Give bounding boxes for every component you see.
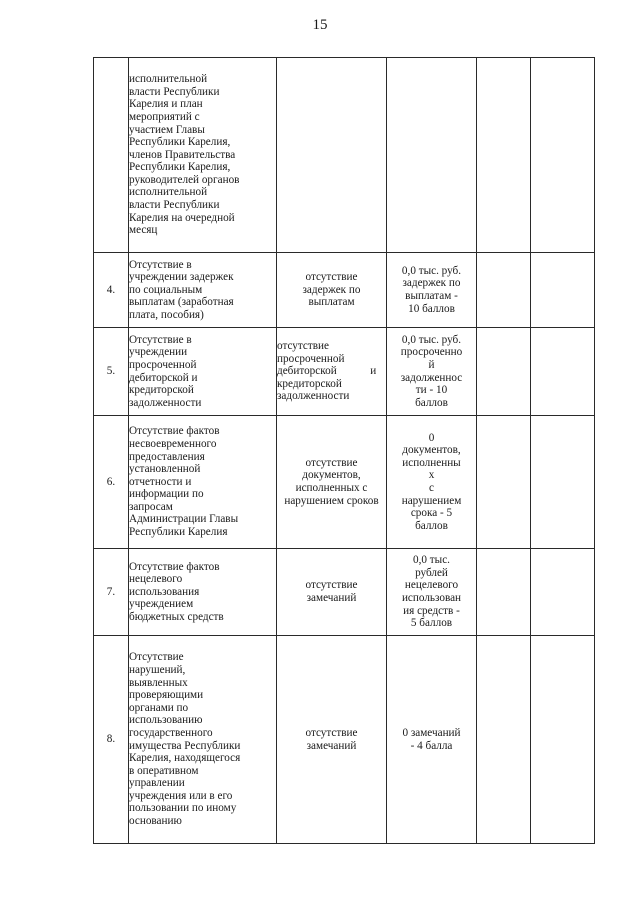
value-text: 0 замечаний - 4 балла xyxy=(387,636,477,844)
indicator-text: отсутствие документов, исполненных с нарушением сроков xyxy=(277,416,387,549)
indicator-text: отсутствие задержек по выплатам xyxy=(277,253,387,328)
row-number: 4. xyxy=(94,253,129,328)
criterion-text: Отсутствие фактов нецелевого использования учреждением бюджетных средств xyxy=(129,549,277,636)
row-number xyxy=(94,58,129,253)
empty-cell xyxy=(531,253,595,328)
empty-cell xyxy=(531,58,595,253)
row-number: 8. xyxy=(94,636,129,844)
empty-cell xyxy=(477,58,531,253)
criterion-text: Отсутствие в учреждении задержек по социальным выплатам (заработная плата, пособия) xyxy=(129,253,277,328)
empty-cell xyxy=(531,328,595,416)
value-text: 0,0 тыс. руб. просроченно й задолженнос ти - 10 баллов xyxy=(387,328,477,416)
indicator-text: отсутствие замечаний xyxy=(277,549,387,636)
table-row xyxy=(94,636,595,844)
empty-cell xyxy=(477,328,531,416)
empty-cell xyxy=(531,416,595,549)
table-row xyxy=(94,549,595,636)
empty-cell xyxy=(531,549,595,636)
row-number: 7. xyxy=(94,549,129,636)
value-text: 0,0 тыс. рублей нецелевого использован ия средств - 5 баллов xyxy=(387,549,477,636)
row-number: 6. xyxy=(94,416,129,549)
page-number: 15 xyxy=(312,17,328,33)
criterion-text: исполнительной власти Республики Карелия и план мероприятий с участием Главы Республики Карелия, членов Правительства Республики Карелия, руководителей органов исполнительной власти Республики Карелия на очередной месяц xyxy=(129,58,277,253)
table-row xyxy=(94,253,595,328)
criteria-table xyxy=(93,57,595,844)
empty-cell xyxy=(477,636,531,844)
empty-cell xyxy=(477,416,531,549)
empty-cell xyxy=(477,549,531,636)
table-row xyxy=(94,416,595,549)
indicator-text xyxy=(277,58,387,253)
criterion-text: Отсутствие нарушений, выявленных проверяющими органами по использованию государственного имущества Республики Карелия, находящегося в оперативном управлении учреждения или в его пользовании по иному основанию xyxy=(129,636,277,844)
row-number: 5. xyxy=(94,328,129,416)
value-text: 0 документов, исполненны х с нарушением срока - 5 баллов xyxy=(387,416,477,549)
table-row xyxy=(94,58,595,253)
criterion-text: Отсутствие фактов несвоевременного предоставления установленной отчетности и информации по запросам Администрации Главы Республики Карелия xyxy=(129,416,277,549)
indicator-text: отсутствие замечаний xyxy=(277,636,387,844)
table-row xyxy=(94,328,595,416)
indicator-text: отсутствие просроченной дебиторской и кредиторской задолженности xyxy=(277,328,387,416)
criterion-text: Отсутствие в учреждении просроченной дебиторской и кредиторской задолженности xyxy=(129,328,277,416)
empty-cell xyxy=(531,636,595,844)
value-text xyxy=(387,58,477,253)
empty-cell xyxy=(477,253,531,328)
value-text: 0,0 тыс. руб. задержек по выплатам - 10 баллов xyxy=(387,253,477,328)
